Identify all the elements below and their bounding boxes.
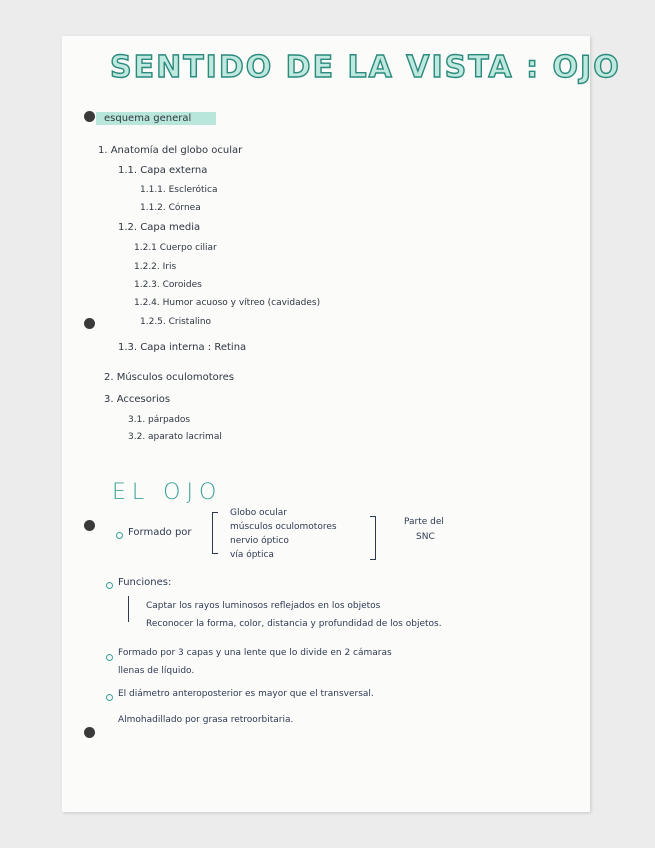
outline-item: 1.1. Capa externa (118, 165, 208, 176)
outline-item: 3.2. aparato lacrimal (128, 432, 222, 442)
bullet-icon (106, 694, 113, 701)
section-title: EL OJO (112, 480, 223, 505)
outline-item: 1.2.1 Cuerpo ciliar (134, 243, 217, 253)
funcion-item: Captar los rayos luminosos reflejados en los objetos (146, 601, 381, 611)
outline-item: 1.2.3. Coroides (134, 280, 202, 290)
outline-item: 1.1.1. Esclerótica (140, 185, 218, 195)
bullet-icon (106, 654, 113, 661)
formado-item: músculos oculomotores (230, 522, 337, 532)
note-text: Formado por 3 capas y una lente que lo divide en 2 cámaras (118, 648, 392, 658)
note-text: llenas de líquido. (118, 666, 195, 676)
side-note: SNC (416, 532, 435, 542)
outline-heading: esquema general (104, 113, 192, 124)
punch-hole (84, 318, 95, 329)
outline-item: 1.2.5. Cristalino (140, 317, 212, 327)
side-note: Parte del (404, 517, 444, 527)
outline-item: 2. Músculos oculomotores (104, 372, 235, 383)
page-title: SENTIDO DE LA VISTA : OJO (110, 50, 621, 85)
punch-hole (84, 111, 95, 122)
funciones-label: Funciones: (118, 577, 172, 588)
outline-item: 1.2. Capa media (118, 222, 201, 233)
note-text: Almohadillado por grasa retroorbitaria. (118, 715, 294, 725)
outline-item: 3. Accesorios (104, 394, 171, 405)
funcion-item: Reconocer la forma, color, distancia y profundidad de los objetos. (146, 619, 442, 629)
punch-hole (84, 727, 95, 738)
outline-item: 1.3. Capa interna : Retina (118, 342, 247, 353)
left-brace-icon (212, 512, 218, 554)
outline-item: 1.2.2. Iris (134, 262, 177, 272)
bullet-icon (106, 582, 113, 589)
formado-item: vía óptica (230, 550, 274, 560)
right-brace-icon (370, 516, 376, 560)
outline-item: 1.1.2. Córnea (140, 203, 201, 213)
outline-item: 1.2.4. Humor acuoso y vítreo (cavidades) (134, 298, 321, 308)
bracket-icon (128, 596, 134, 622)
formado-label: Formado por (128, 527, 192, 538)
punch-hole (84, 520, 95, 531)
formado-item: Globo ocular (230, 508, 287, 518)
outline-item: 1. Anatomía del globo ocular (98, 145, 243, 156)
formado-item: nervio óptico (230, 536, 289, 546)
note-text: El diámetro anteroposterior es mayor que el transversal. (118, 689, 374, 699)
outline-item: 3.1. párpados (128, 415, 191, 425)
bullet-icon (116, 532, 123, 539)
